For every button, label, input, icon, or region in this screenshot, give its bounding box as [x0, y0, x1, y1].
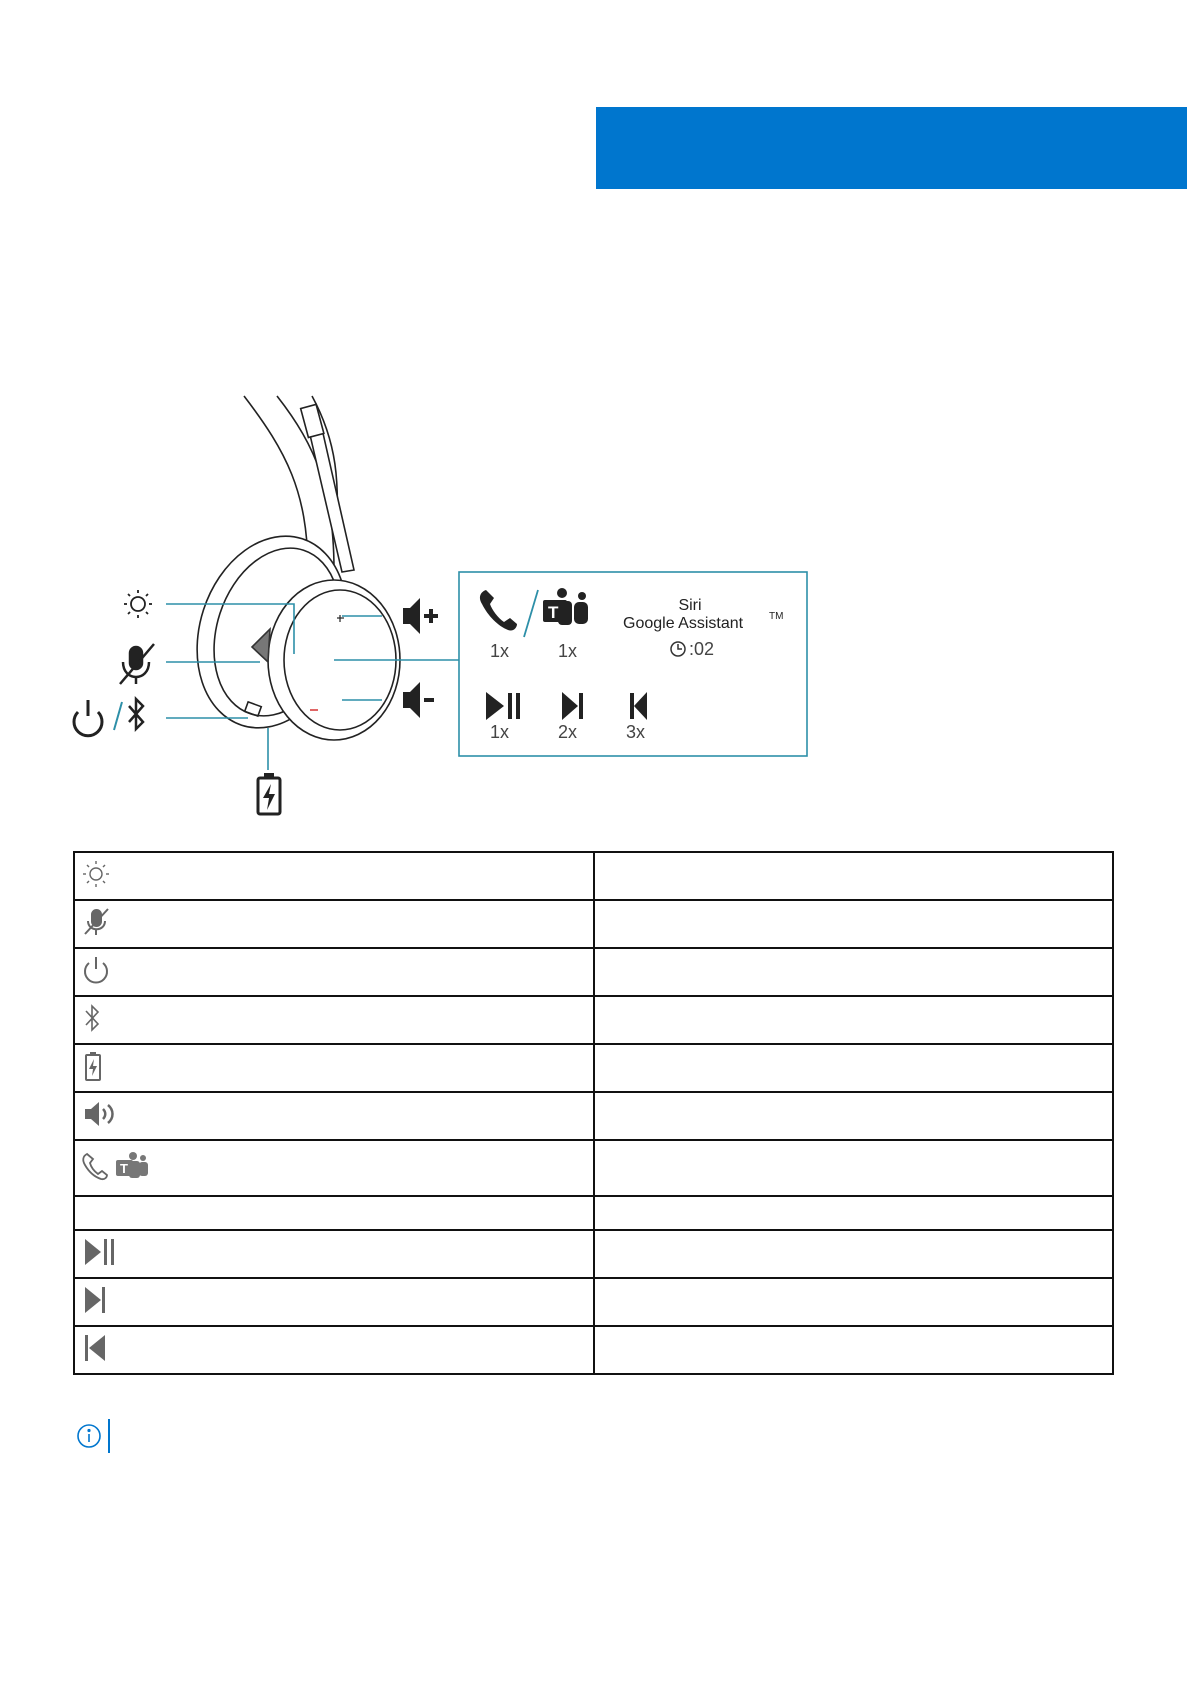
volume-down-icon: [403, 682, 434, 718]
controls-legend-table: [73, 851, 1114, 1375]
play-pause-icon: [81, 1236, 121, 1268]
table-row: [74, 948, 1113, 996]
chapter-banner: [596, 107, 1187, 189]
table-row: [74, 1140, 1113, 1196]
volume-icon: [81, 1098, 121, 1130]
play-pause-count-label: 1x: [490, 722, 510, 742]
trademark-label: TM: [769, 611, 784, 622]
description-cell: [594, 948, 1113, 996]
svg-text:T: T: [548, 603, 559, 622]
teams-icon: [113, 1150, 149, 1182]
table-row: [74, 1278, 1113, 1326]
call-count-label: 1x: [490, 641, 510, 661]
description-cell: [594, 900, 1113, 948]
description-cell: [594, 996, 1113, 1044]
prev-count-label: 3x: [626, 722, 646, 742]
description-cell: [594, 1230, 1113, 1278]
phone-icon: [81, 1150, 109, 1182]
note-callout: [76, 1419, 110, 1453]
icon-cell: [74, 1092, 594, 1140]
battery-charge-icon: [258, 773, 280, 814]
icon-cell: [74, 996, 594, 1044]
battery-charge-icon: [81, 1050, 105, 1082]
power-icon: [81, 954, 111, 986]
google-assistant-label: Google Assistant: [623, 615, 744, 632]
volume-up-icon: [403, 598, 438, 634]
description-cell: [594, 1278, 1113, 1326]
teams-count-label: 1x: [558, 641, 578, 661]
icon-cell: [74, 1196, 594, 1230]
bluetooth-icon: [81, 1002, 105, 1034]
slash-divider: [114, 702, 122, 730]
note-divider: [108, 1419, 110, 1453]
description-cell: [594, 852, 1113, 900]
headset-illustration: [173, 396, 400, 747]
icon-cell: [74, 1044, 594, 1092]
description-cell: [594, 1196, 1113, 1230]
next-count-label: 2x: [558, 722, 578, 742]
table-row: [74, 852, 1113, 900]
hold-duration-label: :02: [689, 639, 715, 659]
mute-mic-icon: [81, 906, 111, 938]
next-track-icon: [81, 1284, 109, 1316]
info-icon: [76, 1423, 102, 1449]
description-cell: [594, 1326, 1113, 1374]
mute-mic-icon: [120, 644, 154, 684]
power-icon: [74, 700, 102, 736]
icon-cell: [74, 1140, 594, 1196]
table-row: [74, 996, 1113, 1044]
table-row: [74, 900, 1113, 948]
icon-cell: [74, 1230, 594, 1278]
icon-cell: [74, 1278, 594, 1326]
siri-label: Siri: [678, 597, 702, 614]
table-row: [74, 1326, 1113, 1374]
icon-cell: [74, 900, 594, 948]
icon-cell: [74, 948, 594, 996]
headset-controls-figure: [72, 392, 812, 832]
sun-icon: [124, 590, 152, 618]
description-cell: [594, 1044, 1113, 1092]
description-cell: [594, 1092, 1113, 1140]
description-cell: [594, 1140, 1113, 1196]
sun-icon: [81, 859, 111, 889]
table-row: [74, 1044, 1113, 1092]
svg-text:T: T: [120, 1160, 128, 1176]
table-row: [74, 1230, 1113, 1278]
table-row: [74, 1196, 1113, 1230]
phone-teams-icon: [81, 1150, 149, 1182]
icon-cell: [74, 852, 594, 900]
previous-track-icon: [81, 1332, 109, 1364]
bluetooth-icon: [129, 699, 143, 729]
table-row: [74, 1092, 1113, 1140]
icon-cell: [74, 1326, 594, 1374]
